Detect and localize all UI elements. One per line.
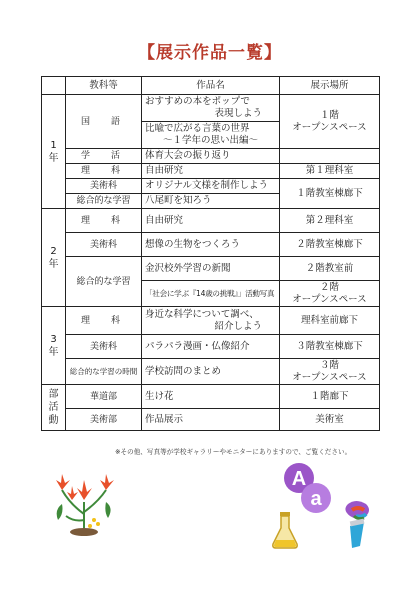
subject-cell: 国 語 (66, 95, 142, 149)
letter-bubbles-icon (282, 460, 334, 516)
place-cell: １階廊下 (280, 385, 380, 409)
table-row (42, 307, 380, 335)
header-place: 展示場所 (280, 77, 380, 95)
subject-cell: 美術部 (66, 409, 142, 431)
work-cell: パラパラ漫画・仏像紹介 (142, 335, 280, 359)
club-label: 部 活 動 (42, 385, 66, 431)
table-header-row (42, 77, 380, 95)
subject-cell: 美術科 (66, 335, 142, 359)
table-row (42, 409, 380, 431)
work-cell: 身近な科学について調べ、 紹介しよう (142, 307, 280, 335)
table-row (42, 385, 380, 409)
work-cell: 金沢校外学習の新聞 (142, 257, 280, 281)
work-cell: おすすめの本をポップで 表現しよう (142, 95, 280, 122)
work-cell: 体育大会の振り返り (142, 149, 280, 164)
flower-arrangement-icon (48, 464, 120, 538)
work-cell: 生け花 (142, 385, 280, 409)
table-row (42, 209, 380, 233)
work-cell: 作品展示 (142, 409, 280, 431)
table-row (42, 335, 380, 359)
work-cell: 自由研究 (142, 164, 280, 179)
work-cell: 想像の生物をつくろう (142, 233, 280, 257)
header-grade (42, 77, 66, 95)
footnote: ※その他、写真等が学校ギャラリーやモニターにありますので、ご覧ください。 (115, 448, 352, 456)
place-cell: 理科室前廊下 (280, 307, 380, 335)
work-cell: 八尾町を知ろう (142, 194, 280, 209)
work-cell: オリジナル文様を制作しよう (142, 179, 280, 194)
grade-1-label: 1 年 (42, 95, 66, 209)
subject-cell: 美術科 (66, 233, 142, 257)
table-row (42, 257, 380, 281)
exhibit-table (41, 76, 380, 431)
place-cell: 第１理科室 (280, 164, 380, 179)
subject-cell: 学 活 (66, 149, 142, 164)
place-cell: 第２理科室 (280, 209, 380, 233)
place-cell: １階教室棟廊下 (280, 179, 380, 209)
grade-2-label: 2 年 (42, 209, 66, 307)
paint-tube-icon (336, 496, 378, 552)
place-cell: ３階教室棟廊下 (280, 335, 380, 359)
subject-cell: 理 科 (66, 307, 142, 335)
header-work: 作品名 (142, 77, 280, 95)
work-cell: 「社会に学ぶ『14歳の挑戦』」活動写真 (142, 281, 280, 307)
place-cell (280, 149, 380, 164)
table-row (42, 164, 380, 179)
subject-cell: 総合的な学習の時間 (66, 359, 142, 385)
work-cell: 学校訪問のまとめ (142, 359, 280, 385)
table-row (42, 179, 380, 194)
work-cell: 比喩で広がる言葉の世界 ～１学年の思い出編～ (142, 122, 280, 149)
subject-cell: 総合的な学習 (66, 194, 142, 209)
flask-icon (270, 510, 300, 550)
subject-cell: 理 科 (66, 209, 142, 233)
table-row (42, 149, 380, 164)
place-cell: ２階教室前 (280, 257, 380, 281)
work-cell: 自由研究 (142, 209, 280, 233)
place-cell: 美術室 (280, 409, 380, 431)
svg-text:a: a (310, 488, 322, 510)
place-cell: ３階 オープンスペース (280, 359, 380, 385)
header-subject: 教科等 (66, 77, 142, 95)
grade-3-label: 3 年 (42, 307, 66, 385)
subject-cell: 理 科 (66, 164, 142, 179)
table-row (42, 359, 380, 385)
table-row (42, 233, 380, 257)
page-title: 【展示作品一覧】 (138, 43, 282, 63)
place-cell: １階 オープンスペース (280, 95, 380, 149)
place-cell: ２階教室棟廊下 (280, 233, 380, 257)
svg-text:A: A (291, 468, 307, 490)
subject-cell: 総合的な学習 (66, 257, 142, 307)
subject-cell: 華道部 (66, 385, 142, 409)
place-cell: ２階 オープンスペース (280, 281, 380, 307)
table-row (42, 95, 380, 122)
subject-cell: 美術科 (66, 179, 142, 194)
